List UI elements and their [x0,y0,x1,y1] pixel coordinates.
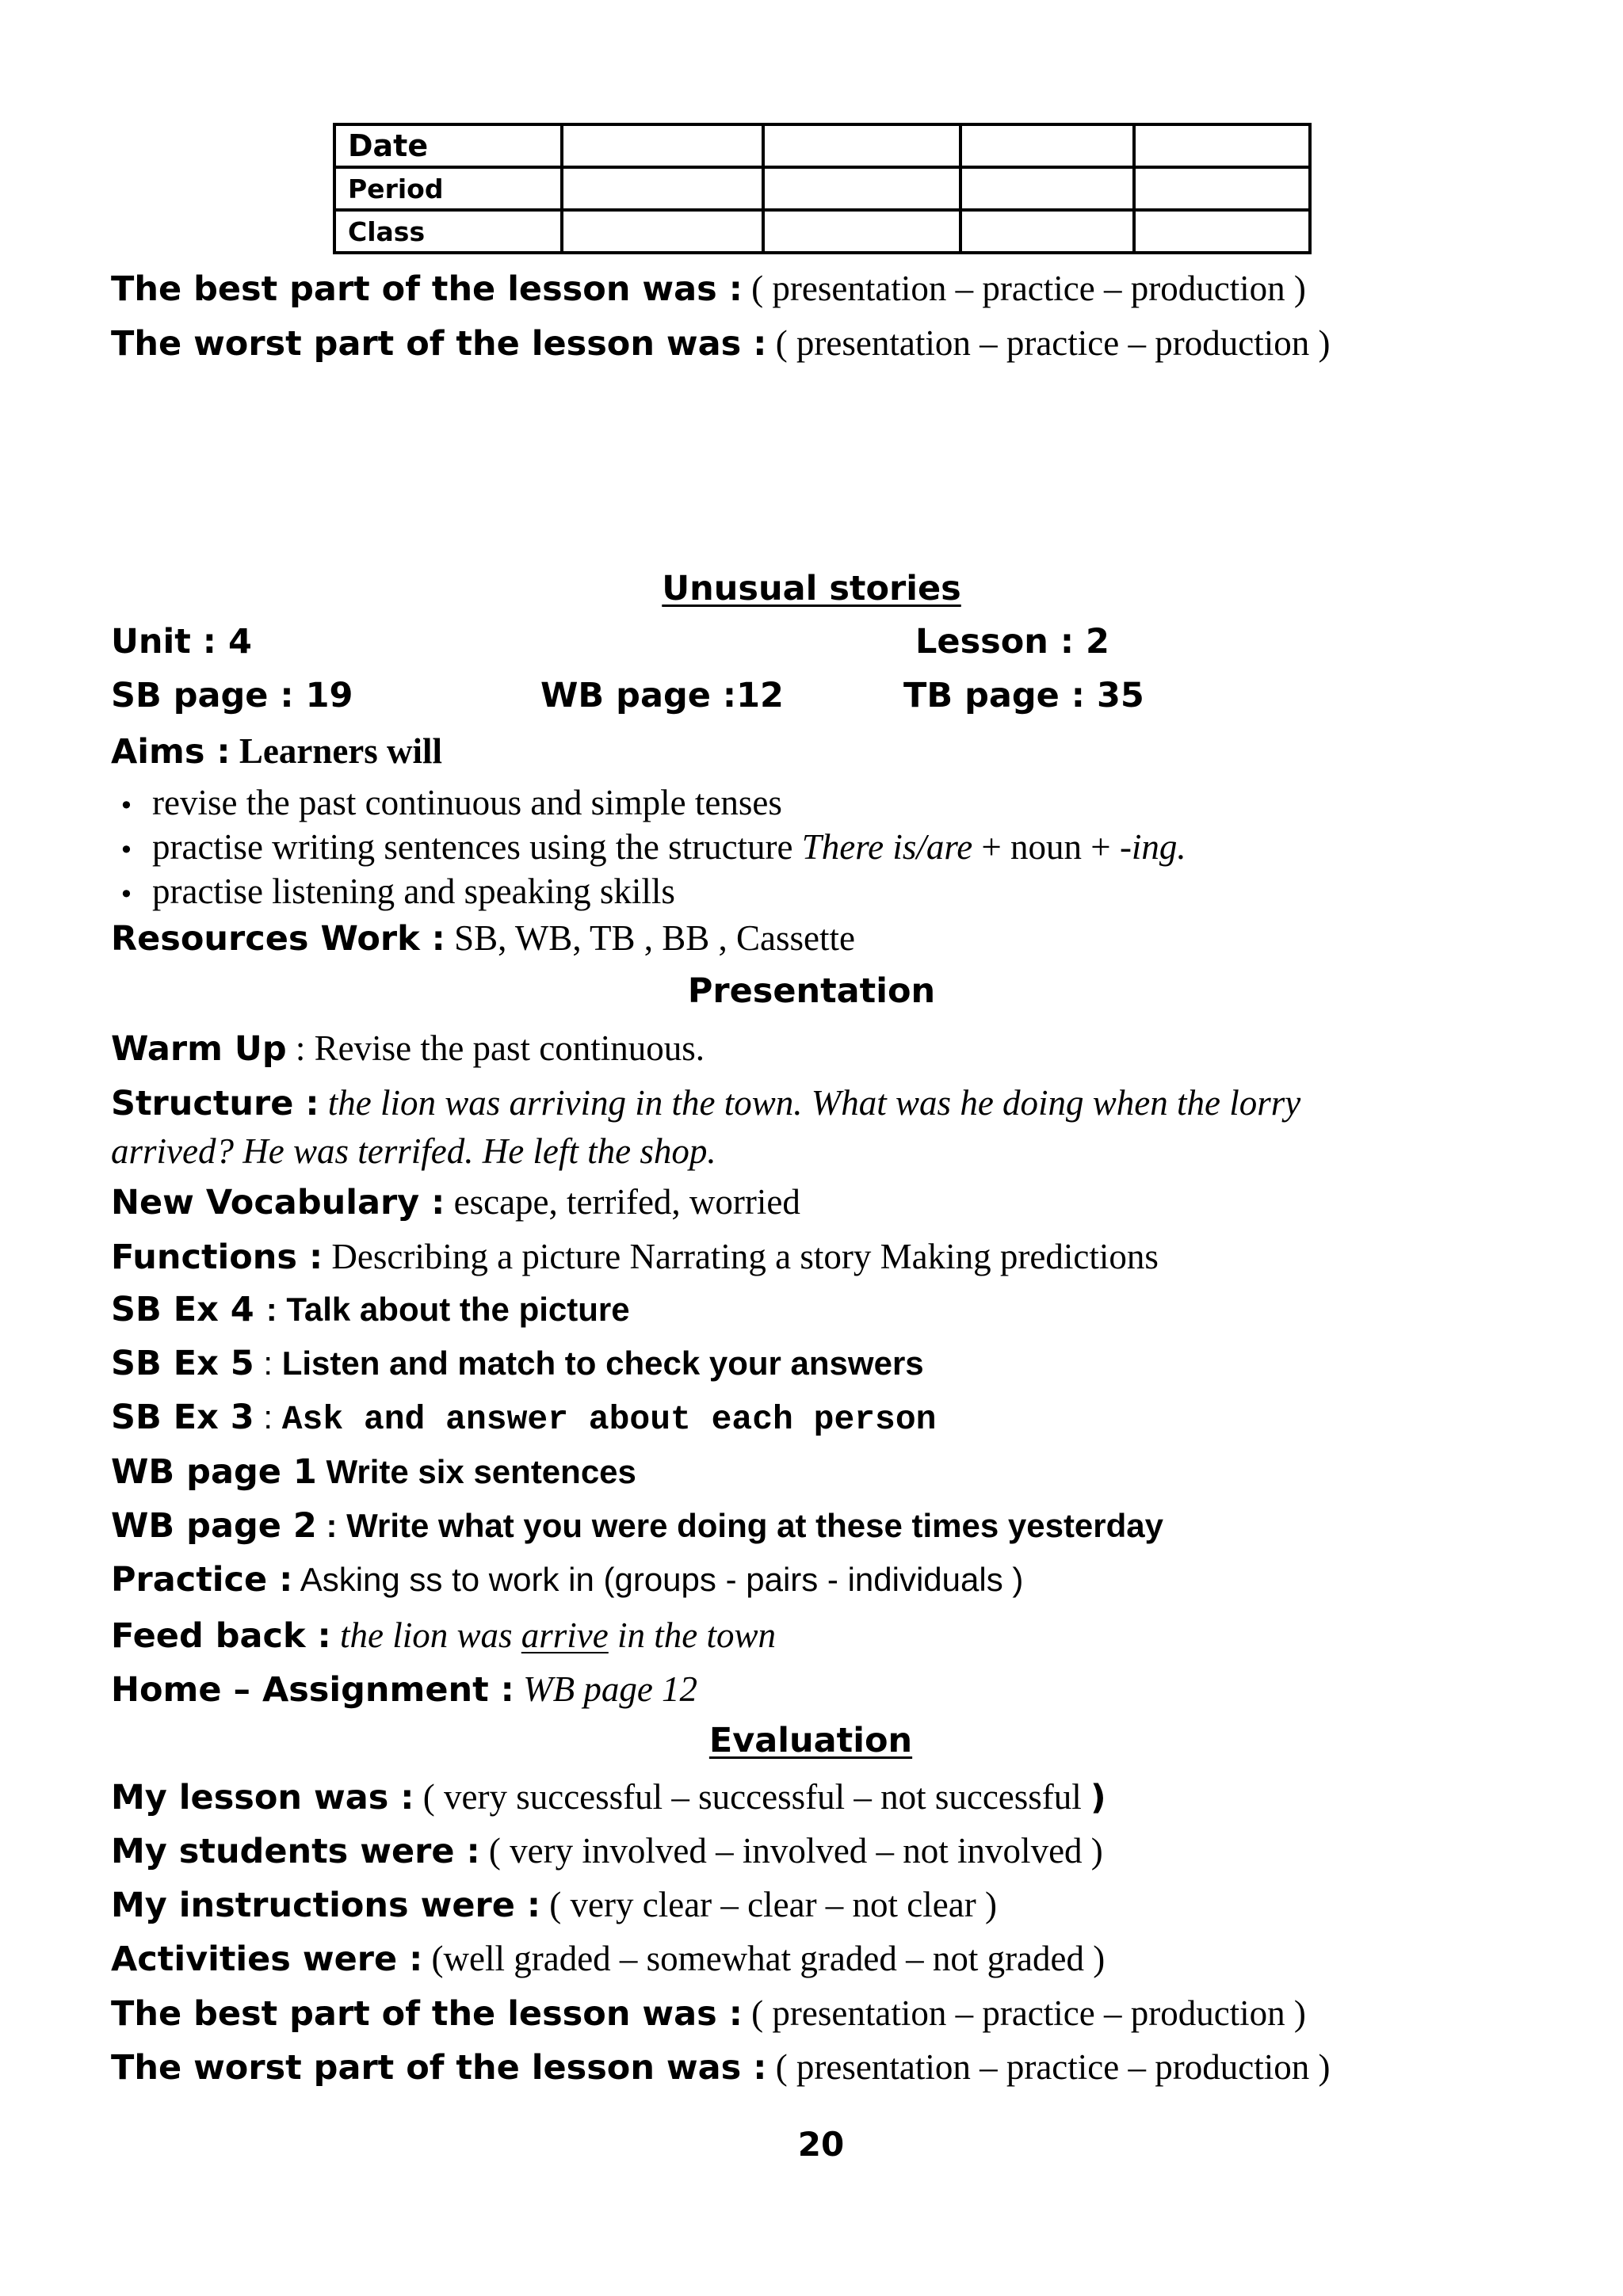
bullet-icon: • [119,879,134,910]
feedback-label: Feed back : [111,1616,331,1656]
sb-page: SB page : 19 [111,676,353,715]
eval-instructions-label: My instructions were : [111,1886,541,1925]
table-row [334,124,1310,167]
wb-page2-line [111,1506,1163,1546]
wb-page2-value: : Write what you were doing at these times yesterday [316,1507,1164,1544]
table-row [334,167,1310,210]
aim-structure-mid: + noun + [972,827,1120,867]
list-item [119,780,1186,825]
eval-best-part-value: ( presentation – practice – production ) [742,1993,1306,2033]
table-cell [763,210,960,253]
warmup-line [111,1028,705,1069]
eval-worst-part-value: ( presentation – practice – production ) [766,2047,1331,2087]
practice-value: Asking ss to work in (groups - pairs - individuals ) [292,1561,1024,1598]
list-item [119,869,1186,913]
sb-ex4-line [111,1290,630,1329]
evaluation-heading-wrap [0,1721,1623,1760]
eval-activities-value: (well graded – somewhat graded – not graded ) [422,1939,1106,1978]
eval-students-label: My students were : [111,1832,480,1871]
lesson-title: Unusual stories [662,569,961,608]
eval-lesson-value: ( very successful – successful – not successful [414,1777,1091,1817]
table-cell [562,167,763,210]
tb-page: TB page : 35 [903,676,1144,715]
aim-text: revise the past continuous and simple tenses [152,783,782,822]
lesson-title-wrap [0,569,1623,608]
wb-page1-value: Write six sentences [316,1453,636,1490]
eval-best-part-label: The best part of the lesson was : [111,1994,743,2034]
functions-label: Functions : [111,1238,323,1277]
table-label-date: Date [334,124,562,167]
sb-ex3-line [111,1398,936,1439]
eval-students-line [111,1830,1103,1871]
unit-label: Unit : 4 [111,622,252,662]
prev-best-part-value: ( presentation – practice – production ) [742,269,1306,308]
structure-label: Structure : [111,1084,319,1123]
aims-line [111,730,442,772]
practice-line [111,1560,1023,1600]
sb-ex3-sep: : [254,1398,282,1436]
eval-activities-label: Activities were : [111,1939,423,1979]
aim-text: practise listening and speaking skills [152,871,675,911]
eval-instructions-line [111,1884,997,1925]
vocab-line [111,1181,800,1222]
resources-line [111,917,855,959]
practice-label: Practice : [111,1560,293,1600]
table-label-class: Class [334,210,562,253]
table-row [334,210,1310,253]
aim-structure-italic: There is/are [801,827,973,867]
feedback-post: in the town [608,1615,777,1655]
home-assignment-label: Home – Assignment : [111,1670,514,1710]
table-cell [763,167,960,210]
lesson-number: Lesson : 2 [915,622,1109,662]
eval-worst-part-label: The worst part of the lesson was : [111,2048,767,2088]
warmup-value: : Revise the past continuous. [286,1028,705,1068]
eval-students-value: ( very involved – involved – not involved ) [479,1831,1103,1871]
sb-ex3-label: SB Ex 3 [111,1398,254,1437]
sb-ex5-value: Listen and match to check your answers [281,1344,924,1382]
sb-ex4-value: : Talk about the picture [265,1291,630,1328]
eval-best-part-line [111,1993,1306,2034]
table-cell [1134,167,1310,210]
table-cell [960,124,1134,167]
functions-line [111,1236,1159,1277]
evaluation-heading: Evaluation [708,1721,913,1760]
structure-value-2: arrived? He was terrifed. He left the shop. [111,1131,716,1171]
eval-worst-part-line [111,2046,1330,2088]
eval-instructions-value: ( very clear – clear – not clear ) [540,1885,997,1924]
feedback-line [111,1615,776,1656]
prev-best-part-label: The best part of the lesson was : [111,269,743,309]
wb-page2-label: WB page 2 [111,1506,317,1546]
vocab-value: escape, terrifed, worried [445,1182,800,1222]
warmup-label: Warm Up [111,1029,287,1069]
eval-lesson-close: ) [1090,1778,1106,1817]
sb-ex4-label: SB Ex 4 [111,1290,266,1329]
aims-intro: Learners will [230,731,443,771]
prev-worst-part-value: ( presentation – practice – production ) [766,323,1331,363]
bullet-icon: • [119,791,134,821]
functions-value: Describing a picture Narrating a story Making predictions [323,1237,1159,1276]
home-assignment-line [111,1669,697,1710]
feedback-pre: the lion was [330,1615,521,1655]
table-cell [562,124,763,167]
eval-lesson-label: My lesson was : [111,1778,414,1817]
page-number: 20 [797,2125,845,2164]
table-cell [960,167,1134,210]
prev-worst-part-label: The worst part of the lesson was : [111,324,767,364]
list-item [119,825,1186,869]
sb-ex5-sep: : [254,1344,282,1382]
structure-line [111,1082,1300,1123]
table-cell [562,210,763,253]
wb-page1-line [111,1452,636,1492]
bullet-icon: • [119,835,134,865]
aims-list [119,780,1186,913]
aims-label: Aims : [111,732,231,772]
structure-value-1: the lion was arriving in the town. What was he doing when the lorry [319,1083,1301,1123]
home-assignment-value: WB page 12 [514,1669,698,1709]
sb-ex3-value: Ask and answer about each person [281,1400,937,1439]
resources-value: SB, WB, TB , BB , Cassette [445,918,856,958]
table-cell [1134,210,1310,253]
aim-structure-ing: -ing. [1119,827,1186,867]
presentation-heading: Presentation [687,971,936,1011]
table-cell [763,124,960,167]
aim-text: practise writing sentences using the structure [152,827,793,867]
date-period-class-table [333,123,1312,254]
table-cell [1134,124,1310,167]
eval-lesson-line [111,1776,1106,1817]
sb-ex5-label: SB Ex 5 [111,1344,254,1383]
vocab-label: New Vocabulary : [111,1183,445,1222]
wb-page1-label: WB page 1 [111,1452,317,1492]
table-label-period: Period [334,167,562,210]
resources-label: Resources Work : [111,919,445,959]
prev-worst-part-line [111,322,1330,364]
sb-ex5-line [111,1344,924,1383]
table-cell [960,210,1134,253]
wb-page: WB page :12 [540,676,784,715]
prev-best-part-line [111,268,1306,309]
feedback-underlined: arrive [521,1615,609,1655]
eval-activities-line [111,1938,1105,1979]
